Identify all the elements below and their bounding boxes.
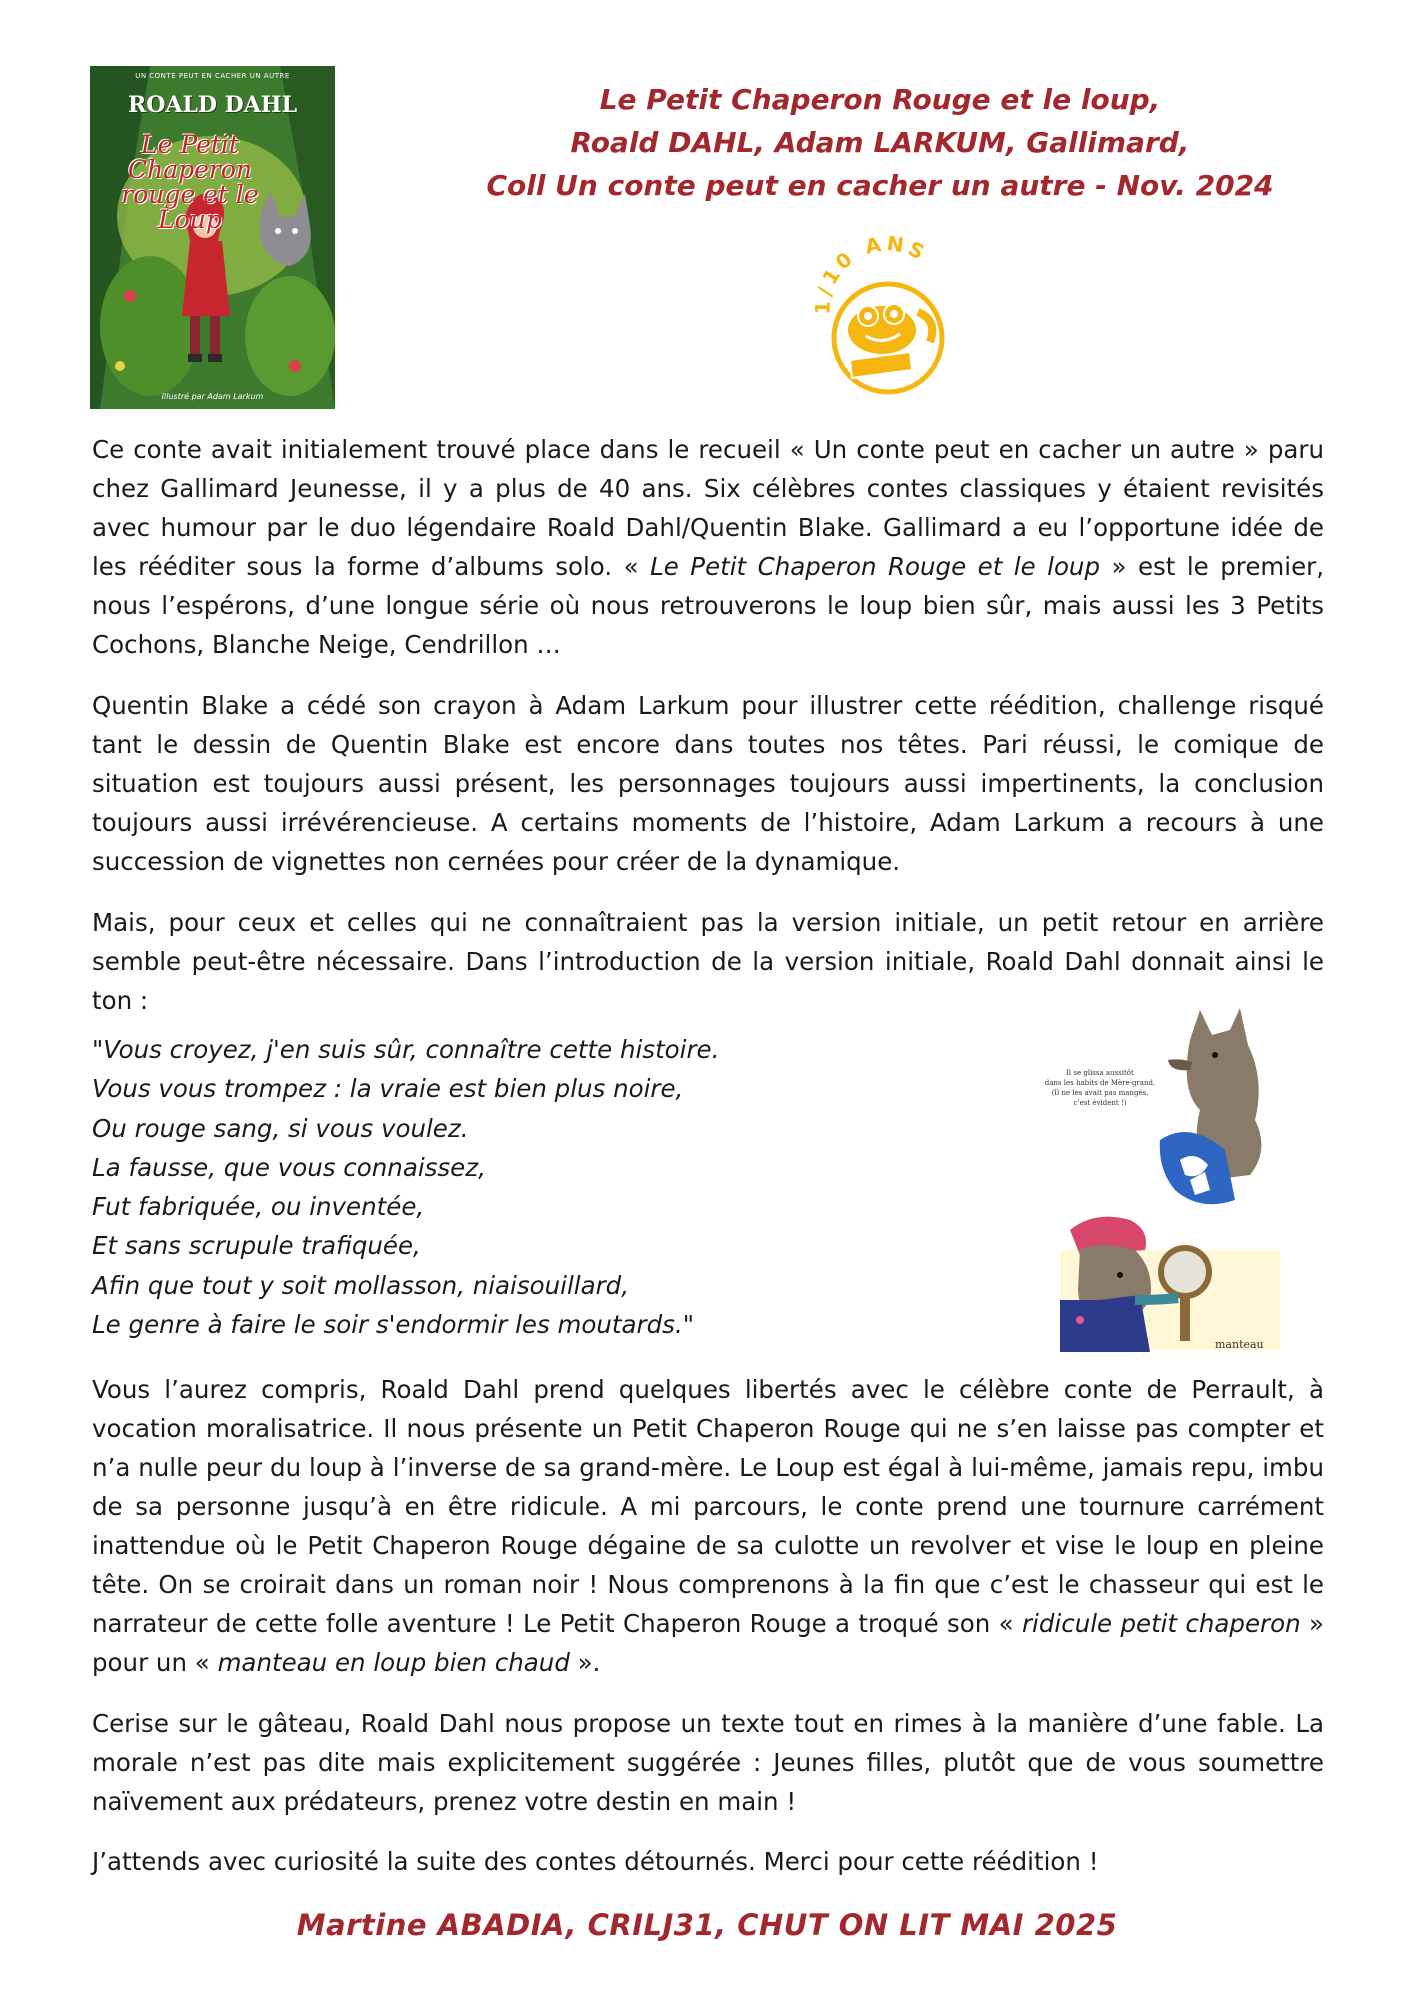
- cover-illustrator: Illustré par Adam Larkum: [161, 392, 264, 401]
- caption-line: dans les habits de Mère-grand.: [1044, 1079, 1156, 1087]
- caption-line: Il se glissa aussitôt: [1066, 1069, 1134, 1077]
- paragraph-4-text-a: Vous l’aurez compris, Roald Dahl prend quelques libertés avec le célèbre conte de Perrault, à vocation moralisatrice. Il nous présente un Petit Chaperon Rouge qui ne s’en laisse pas compter et n’a nulle peur du loup à l’inverse de sa grand-mère. Le Loup est égal à lui-même, jamais repu, imbu de sa personne jusqu’à en être ridicule. A mi parcours, le conte prend une tournure carrément inattendue où le Petit Chaperon Rouge dégaine de sa culotte un revolver et vise le loup en pleine tête. On se croirait dans un roman noir ! Nous comprenons à la fin que c’est le chasseur qui est le narrateur de cette folle aventure ! Le Petit Chaperon Rouge a troqué son «: [92, 1375, 1324, 1638]
- paragraph-4-text-b: » pour un «: [92, 1609, 1324, 1677]
- poem-line: La fausse, que vous connaissez,: [92, 1152, 486, 1182]
- paragraph-1-text-b: » est le premier, nous l’espérons, d’une longue série où nous retrouverons le loup bien sûr, mais aussi les 3 Petits Cochons, Blanche Neige, Cendrillon …: [92, 552, 1325, 659]
- header-collection: Coll Un conte peut en cacher un autre - Nov. 2024: [486, 169, 1274, 202]
- quote-chaperon: ridicule petit chaperon: [1021, 1609, 1301, 1638]
- caption-line: (Il ne les avait pas mangés,: [1051, 1089, 1149, 1097]
- book-title-mention: Le Petit Chaperon Rouge et le loup: [650, 552, 1101, 581]
- paragraph-4-text-c: ».: [569, 1648, 601, 1677]
- cover-author: ROALD DAHL: [127, 92, 298, 118]
- signature: Martine ABADIA, CRILJ31, CHUT ON LIT MAI 2025: [296, 1908, 1118, 1942]
- quote-manteau: manteau en loup bien chaud: [217, 1648, 570, 1677]
- age-logo-label: 1/10 ANS: [810, 231, 932, 316]
- age-logo: [800, 220, 970, 400]
- paragraph-2: Quentin Blake a cédé son crayon à Adam Larkum pour illustrer cette réédition, challenge risqué tant le dessin de Quentin Blake est encore dans toutes nos têtes. Pari réussi, le comique de situation est toujours aussi présent, les personnages toujours aussi impertinents, la conclusion toujours aussi irrévérencieuse. A certains moments de l’histoire, Adam Larkum a recours à une succession de vignettes non cernées pour créer de la dynamique.: [92, 691, 1324, 876]
- illustration-bottom-text: manteau: [1215, 1338, 1264, 1351]
- poem-quote: [92, 1030, 812, 1344]
- paragraph-3: Mais, pour ceux et celles qui ne connaîtraient pas la version initiale, un petit retour en arrière semble peut-être nécessaire. Dans l’introduction de la version initiale, Roald Dahl donnait ainsi le ton :: [92, 908, 1324, 1015]
- poem-line: Et sans scrupule trafiquée,: [92, 1231, 421, 1261]
- reading-frog-icon: [800, 220, 970, 400]
- svg-text:1/10 ANS: [810, 231, 932, 315]
- poem-line: "Vous croyez, j'en suis sûr, connaître cette histoire.: [92, 1035, 720, 1064]
- poem-line: Fut fabriquée, ou inventée,: [92, 1192, 425, 1222]
- poem-line: Ou rouge sang, si vous voulez.: [92, 1113, 469, 1143]
- cover-title: Le Petit Chaperon rouge et le Loup: [121, 130, 259, 234]
- paragraph-4: [92, 1370, 1324, 1682]
- poem-line: Le genre à faire le soir s'endormir les moutards.": [92, 1310, 694, 1340]
- wolf-illustration: [1040, 1000, 1280, 1352]
- cover-series-label: UN CONTE PEUT EN CACHER UN AUTRE: [135, 72, 290, 80]
- paragraph-1: [92, 430, 1324, 664]
- paragraph-1-text-a: Ce conte avait initialement trouvé place dans le recueil « Un conte peut en cacher un autre » paru chez Gallimard Jeunesse, il y a plus de 40 ans. Six célèbres contes classiques y étaient revisités avec humour par le duo légendaire Roald Dahl/Quentin Blake. Gallimard a eu l’opportune idée de les rééditer sous la forme d’albums solo. «: [92, 435, 1324, 581]
- book-header: [430, 78, 1330, 207]
- poem-line: Vous vous trompez : la vraie est bien plus noire,: [92, 1074, 684, 1104]
- caption-line: c’est évident !): [1073, 1099, 1127, 1107]
- header-title: Le Petit Chaperon Rouge et le loup,: [599, 83, 1161, 116]
- paragraph-5: Cerise sur le gâteau, Roald Dahl nous propose un texte tout en rimes à la manière d’une fable. La morale n’est pas dite mais explicitement suggérée : Jeunes filles, plutôt que de vous soumettre naïvement aux prédateurs, prenez votre destin en main !: [92, 1709, 1324, 1816]
- book-cover: [90, 66, 335, 409]
- header-authors: Roald DAHL, Adam LARKUM, Gallimard,: [570, 126, 1190, 159]
- paragraph-6: J’attends avec curiosité la suite des contes détournés. Merci pour cette réédition !: [92, 1847, 1099, 1876]
- illustration-caption: [1040, 1068, 1160, 1108]
- poem-line: Afin que tout y soit mollasson, niaisouillard,: [92, 1270, 629, 1300]
- interior-illustration: [1040, 1000, 1280, 1352]
